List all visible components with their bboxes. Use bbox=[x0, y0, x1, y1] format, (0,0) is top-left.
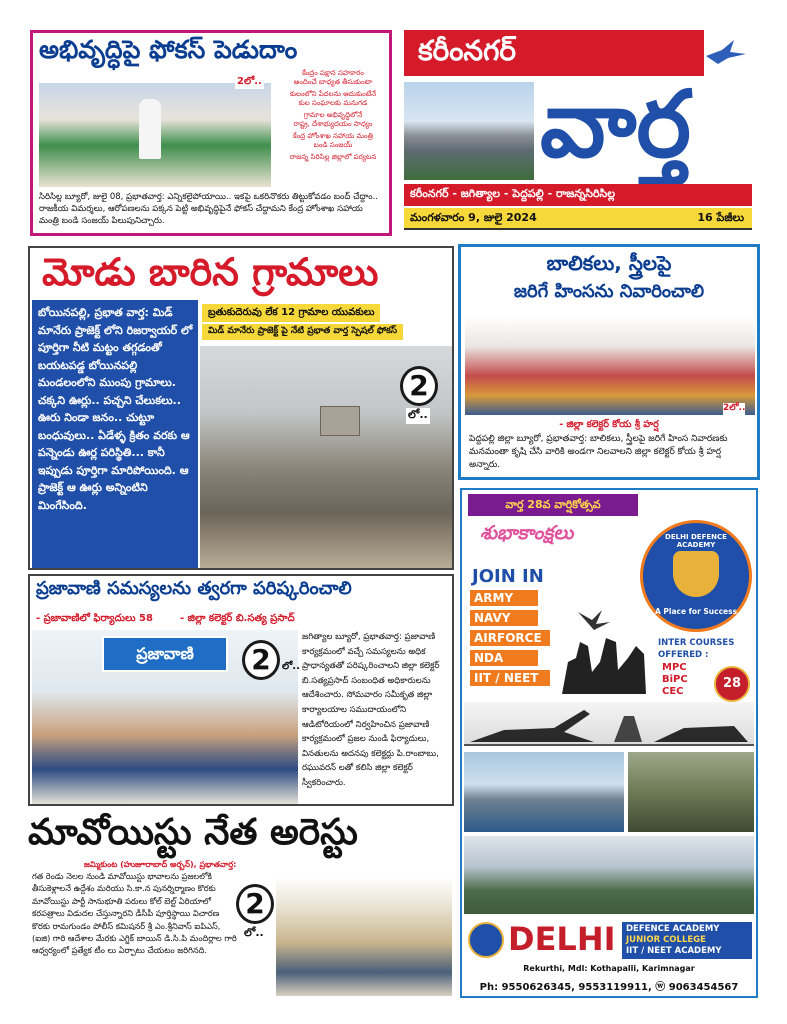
story2-jump-suffix: లో.. bbox=[406, 408, 430, 424]
emblem-bottom-text: A Place for Success bbox=[654, 607, 738, 616]
ad-join-in: JOIN IN bbox=[472, 566, 544, 587]
brand-line: IIT / NEET ACADEMY bbox=[626, 946, 722, 956]
ad-option-airforce: AIRFORCE bbox=[470, 630, 550, 646]
story-prevent-violence bbox=[458, 244, 760, 480]
ad-option-nda: NDA bbox=[470, 650, 538, 666]
soldier-silhouettes bbox=[558, 602, 654, 698]
academy-crest-icon bbox=[468, 922, 504, 958]
story4-sub2: - జిల్లా కలెక్టర్ బి.సత్య ప్రసాద్ bbox=[180, 613, 295, 624]
story-submerged-villages bbox=[28, 246, 454, 570]
story4-headline: ప్రజావాణి సమస్యలను త్వరగా పరిష్కరించాలి bbox=[36, 578, 352, 599]
speaker-figure bbox=[139, 99, 161, 159]
districts-bar bbox=[404, 184, 752, 206]
side-point: బండి సంజయ్ bbox=[313, 141, 353, 149]
side-point: అందించే బాధ్యత తీసుకుంటా bbox=[293, 78, 373, 86]
dam-photo bbox=[404, 82, 534, 180]
story1-body: సిరిసిల్ల బ్యూరో, జులై 08, ప్రభాతవార్త: ఎన్నికలైపోయాయి.. ఇకపై ఒకరినొకరు తిట్టుకోవడం బంద్ చేద్దాం.. రాజకీయ విమర్శలు, ఆరోపణలను పక్కన పెట్టి అభివృద్ధిపైనే ఫోకస్ చేద్దామని కేంద్ర హోంశాఖ సహాయ మంత్రి బండి సంజయ్ పిలుపునిచ్చారు. bbox=[39, 192, 378, 226]
story-maoist-arrest bbox=[28, 812, 454, 1002]
brand-lines bbox=[622, 922, 752, 959]
issue-date: మంగళవారం 9, జులై 2024 bbox=[410, 211, 537, 224]
prajavani-banner bbox=[102, 636, 228, 672]
navy-ship-photo bbox=[464, 752, 624, 832]
defence-academy-ad bbox=[460, 488, 758, 998]
side-point: కేంద్ర హోంశాఖ సహాయ మంత్రి bbox=[293, 132, 373, 140]
side-point: గ్రామాల అభివృద్ధిలోనే bbox=[303, 111, 363, 119]
course-bipc: BiPC bbox=[662, 674, 688, 685]
eagle-shield-icon bbox=[673, 551, 719, 597]
anniversary-years: 28 bbox=[722, 676, 742, 691]
story1-headline: అభివృద్ధిపై ఫోకస్ పెడుదాం bbox=[39, 35, 298, 64]
story5-body: గత రెండు నెలల నుండి మావోయిస్టు భావాలను ప్రజలలోకి తీసుకెళ్లాలనే ఉద్దేశం మరియు సి.కా.న పునర్నిర్మాణం కొరకు మావోయిస్టు పార్టీ సానుభూతి పరులు కోల్ బెల్ట్ ఏరియాలో కరపత్రాలు విడుదల చేస్తున్నారని డీసీపీ పూర్తిస్థాయి విచారణ కొరకు రామగుండం పోలీస్ కమిషనర్ శ్రీ ఎం.శ్రీనివాస్ ఐపిఎస్, (ఐజి) గారి ఆదేశాల మేరకు ఎగ్జిక్ బాయిన్ డి.సి.పి మందిర్లాల గారి ఆధ్వర్యంలో ప్రత్యేక టీం లు ఏర్పాటు చేయటం జరిగినది. bbox=[32, 871, 237, 956]
story4-jump-badge: 2 bbox=[242, 640, 280, 680]
story1-jump: 2లో.. bbox=[237, 76, 262, 87]
story3-headline-line1: బాలికలు, స్త్రీలపై bbox=[546, 251, 672, 275]
logo-main: వార్త bbox=[540, 71, 691, 178]
story4-sub1: - ప్రజావాణిలో ఫిర్యాదులు 58 bbox=[36, 613, 153, 624]
pilots-photo bbox=[464, 836, 754, 914]
ruined-building bbox=[320, 406, 360, 436]
story4-jump-suffix: లో.. bbox=[282, 661, 300, 672]
course-mpc: MPC bbox=[662, 662, 687, 673]
emblem-top-text: DELHI DEFENCE ACADEMY bbox=[665, 533, 727, 549]
ad-address: Rekurthi, Mdl: Kothapalli, Karimnagar bbox=[523, 964, 695, 973]
masthead bbox=[404, 30, 758, 240]
story2-tag2: మిడ్ మానేరు ప్రాజెక్ట్ పై నేటి ప్రభాత వార్త స్పెషల్ ఫోకస్ bbox=[202, 324, 403, 340]
date-bar bbox=[404, 208, 752, 230]
story5-jump-suffix: లో.. bbox=[244, 926, 264, 939]
story5-headline: మావోయిస్టు నేత అరెస్టు bbox=[28, 812, 358, 853]
ad-anniversary-bar bbox=[468, 494, 638, 516]
ad-option-iit-neet: IIT / NEET bbox=[470, 670, 550, 686]
dove-icon bbox=[704, 38, 748, 66]
story3-headline-line2: జరిగే హింసను నివారించాలి bbox=[513, 281, 705, 302]
ad-option-army: ARMY bbox=[470, 590, 538, 606]
offered-label: OFFERED : bbox=[658, 650, 709, 660]
logo-top-text: కరీంనగర్ bbox=[418, 34, 517, 67]
soldiers-photo bbox=[628, 752, 754, 832]
story4-body: జగిత్యాల బ్యూరో, ప్రభాతవార్త: ప్రజావాణి కార్యక్రమంలో వచ్చే సమస్యలను అధిక ప్రాధాన్యతతో పరిష్కరించాలని జిల్లా కలెక్టర్ బి.సత్యప్రసాద్ సంబంధిత అధికారులను ఆదేశించారు. సోమవారం సమీకృత జిల్లా కార్యాలయాల సముదాయంలోని ఆడిటోరియంలో నిర్వహించిన ప్రజావాణి కార్యక్రమంలో ప్రజల నుండి ఫిర్యాదులు, వినతులను అదనపు కలెక్టర్లు పి.రాంబాబు, రఘువరన్ లతో కలిసి జిల్లా కలెక్టర్ స్వీకరించారు. bbox=[302, 632, 440, 788]
ad-anniversary-text: వార్త 28వ వార్షికోత్సవ bbox=[505, 498, 601, 511]
ad-option-navy: NAVY bbox=[470, 610, 538, 626]
story3-caption: - జిల్లా కలెక్టర్ కోయ శ్రీ హర్ష bbox=[559, 419, 659, 430]
story1-side-points bbox=[277, 69, 389, 162]
brand-name: DELHI bbox=[508, 920, 616, 958]
story5-dateline: జమ్మికుంట (హుజూరాబాద్ అర్బన్), ప్రభాతవార్త: bbox=[84, 860, 237, 869]
story5-photo bbox=[276, 878, 452, 996]
prajavani-banner-text: ప్రజావాణి bbox=[136, 644, 194, 663]
story2-body: బోయినపల్లి, ప్రభాత వార్త: మిడ్ మానేరు ప్రాజెక్ట్ లోని రిజర్వాయర్ లో పూర్తిగా నీటి మట్టం తగ్గడంతో బయటపడ్డ బోయినపల్లి మండలంలోని ముంపు గ్రామాలు. చక్కని ఊర్లు.. పచ్చని చేలుకలు.. ఊరు నిండా జనం.. చుట్టూ బంధువులు.. ఏడేళ్ళ క్రితం వరకు ఆ పన్నెండు ఊర్ల పరిస్థితి... కానీ ఇప్పుడు పూర్తిగా మారిపోయింది. ఆ ప్రాజెక్ట్ ఆ ఊర్లు అన్నింటిని మింగేసింది. bbox=[38, 306, 193, 512]
story5-jump-badge: 2 bbox=[236, 884, 274, 924]
academy-emblem bbox=[640, 520, 752, 632]
artillery-banner bbox=[464, 702, 754, 746]
brand-line: DEFENCE ACADEMY bbox=[626, 924, 720, 934]
course-cec: CEC bbox=[662, 686, 684, 697]
story2-headline: మోడు బారిన గ్రామాలు bbox=[42, 250, 379, 294]
side-point: కుల సంఘాలకు మనుగడ bbox=[298, 99, 368, 107]
side-point: కేంద్రం పక్షాన సహకారం bbox=[302, 69, 364, 77]
story3-body: పెద్దపల్లి జిల్లా బ్యూరో, ప్రభాతవార్త: బాలికలు, స్త్రీలపై జరిగే హింస నివారణకు మనమంతా కృషి చేసి వారికి అండగా నిలవాలని జిల్లా కలెక్టర్ కోయ శ్రీ హర్ష అన్నారు. bbox=[469, 434, 728, 470]
story1-photo bbox=[39, 83, 271, 187]
side-point: కులంలోని పేదలను ఆదుకుంటేనే bbox=[289, 90, 377, 98]
inter-courses-label: INTER COURSES bbox=[658, 638, 735, 648]
story2-jump-badge: 2 bbox=[400, 366, 438, 406]
ad-greeting: శుభాకాంక్షలు bbox=[480, 522, 574, 544]
brand-line: JUNIOR COLLEGE bbox=[626, 935, 706, 945]
story-prajavani bbox=[28, 574, 454, 806]
page-count: 16 పేజీలు bbox=[697, 211, 744, 224]
story3-jump: 2లో.. bbox=[723, 403, 746, 413]
story3-photo bbox=[465, 317, 755, 415]
story-development-focus bbox=[30, 30, 392, 236]
anniversary-badge bbox=[714, 666, 750, 702]
artillery-silhouette-icon bbox=[464, 702, 754, 746]
story2-tag1: బ్రతుకుదెరువు లేక 12 గ్రామాల యువకులు bbox=[202, 304, 380, 322]
side-point: రాజన్న సిరిసిల్ల జిల్లాలో పర్యటన bbox=[289, 153, 377, 161]
side-point: రాష్ట్ర, దేశాభ్యుదయం సాధ్యం bbox=[293, 120, 373, 128]
ad-phones: Ph: 9550626345, 9553119911, ⓦ 9063454567 bbox=[479, 982, 739, 993]
districts-text: కరీంనగర్ - జగిత్యాల - పెద్దపల్లి - రాజన్నసిరిసిల్ల bbox=[410, 187, 616, 200]
story2-body-panel bbox=[32, 300, 198, 568]
